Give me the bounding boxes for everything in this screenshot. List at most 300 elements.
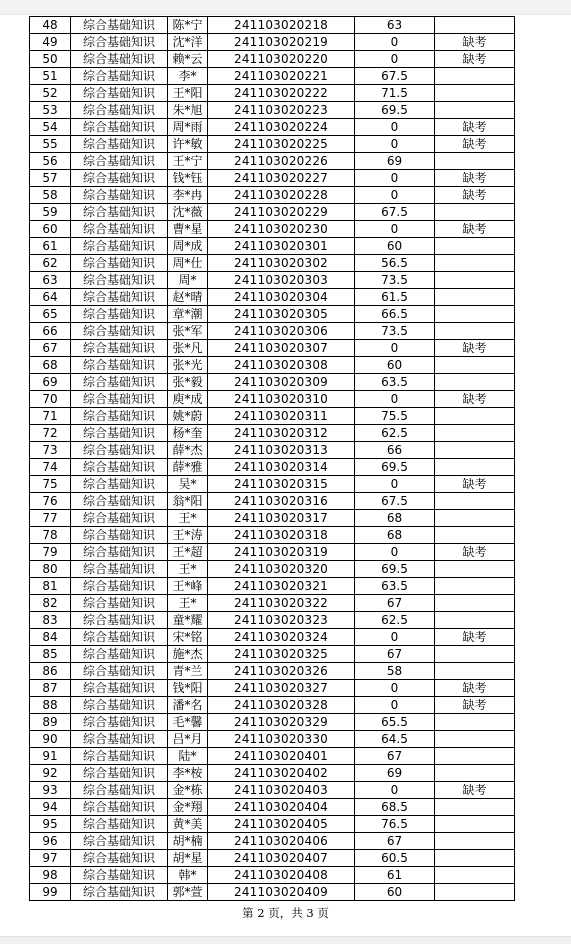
name-cell: 张*毅 (168, 374, 208, 391)
row-number-cell: 89 (30, 714, 71, 731)
score-cell: 67 (355, 646, 435, 663)
viewer-top-bar (0, 0, 571, 15)
row-number-cell: 57 (30, 170, 71, 187)
subject-cell: 综合基础知识 (71, 323, 168, 340)
name-cell: 施*杰 (168, 646, 208, 663)
table-row (30, 408, 515, 425)
name-cell: 王* (168, 561, 208, 578)
exam-id-cell: 241103020227 (208, 170, 355, 187)
table-row (30, 663, 515, 680)
exam-id-cell: 241103020324 (208, 629, 355, 646)
remark-cell: 缺考 (435, 476, 515, 493)
table-row (30, 136, 515, 153)
table-row (30, 391, 515, 408)
name-cell: 王*阳 (168, 85, 208, 102)
exam-id-cell: 241103020328 (208, 697, 355, 714)
name-cell: 朱*旭 (168, 102, 208, 119)
subject-cell: 综合基础知识 (71, 17, 168, 34)
exam-id-cell: 241103020407 (208, 850, 355, 867)
table-row (30, 884, 515, 901)
table-row (30, 85, 515, 102)
score-cell: 0 (355, 544, 435, 561)
name-cell: 毛*馨 (168, 714, 208, 731)
table-row (30, 799, 515, 816)
remark-cell: 缺考 (435, 34, 515, 51)
name-cell: 钱*钰 (168, 170, 208, 187)
score-cell: 68 (355, 510, 435, 527)
name-cell: 宋*铭 (168, 629, 208, 646)
row-number-cell: 96 (30, 833, 71, 850)
table-row (30, 833, 515, 850)
subject-cell: 综合基础知识 (71, 340, 168, 357)
score-cell: 76.5 (355, 816, 435, 833)
remark-cell (435, 153, 515, 170)
remark-cell: 缺考 (435, 391, 515, 408)
table-row (30, 680, 515, 697)
remark-cell (435, 85, 515, 102)
subject-cell: 综合基础知识 (71, 102, 168, 119)
table-row (30, 510, 515, 527)
score-cell: 0 (355, 680, 435, 697)
subject-cell: 综合基础知识 (71, 408, 168, 425)
name-cell: 杨*奎 (168, 425, 208, 442)
table-row (30, 323, 515, 340)
row-number-cell: 59 (30, 204, 71, 221)
name-cell: 金*翔 (168, 799, 208, 816)
score-cell: 75.5 (355, 408, 435, 425)
remark-cell (435, 663, 515, 680)
score-cell: 65.5 (355, 714, 435, 731)
exam-id-cell: 241103020317 (208, 510, 355, 527)
score-cell: 60.5 (355, 850, 435, 867)
score-cell: 67.5 (355, 204, 435, 221)
score-cell: 64.5 (355, 731, 435, 748)
table-row (30, 221, 515, 238)
exam-id-cell: 241103020403 (208, 782, 355, 799)
subject-cell: 综合基础知识 (71, 306, 168, 323)
subject-cell: 综合基础知识 (71, 629, 168, 646)
table-row (30, 493, 515, 510)
row-number-cell: 63 (30, 272, 71, 289)
row-number-cell: 61 (30, 238, 71, 255)
name-cell: 青*兰 (168, 663, 208, 680)
remark-cell: 缺考 (435, 221, 515, 238)
exam-id-cell: 241103020409 (208, 884, 355, 901)
row-number-cell: 85 (30, 646, 71, 663)
score-cell: 0 (355, 119, 435, 136)
subject-cell: 综合基础知识 (71, 697, 168, 714)
name-cell: 黄*美 (168, 816, 208, 833)
table-row (30, 34, 515, 51)
name-cell: 李* (168, 68, 208, 85)
table-row (30, 629, 515, 646)
score-cell: 69.5 (355, 561, 435, 578)
remark-cell (435, 748, 515, 765)
score-cell: 0 (355, 391, 435, 408)
row-number-cell: 84 (30, 629, 71, 646)
remark-cell (435, 765, 515, 782)
score-cell: 68 (355, 527, 435, 544)
name-cell: 姚*蔚 (168, 408, 208, 425)
subject-cell: 综合基础知识 (71, 476, 168, 493)
score-cell: 0 (355, 340, 435, 357)
score-cell: 69 (355, 153, 435, 170)
exam-id-cell: 241103020408 (208, 867, 355, 884)
exam-id-cell: 241103020222 (208, 85, 355, 102)
table-row (30, 442, 515, 459)
name-cell: 陆* (168, 748, 208, 765)
name-cell: 王*宁 (168, 153, 208, 170)
remark-cell (435, 306, 515, 323)
name-cell: 李*桉 (168, 765, 208, 782)
name-cell: 王* (168, 595, 208, 612)
exam-id-cell: 241103020321 (208, 578, 355, 595)
remark-cell: 缺考 (435, 782, 515, 799)
table-row (30, 544, 515, 561)
exam-id-cell: 241103020316 (208, 493, 355, 510)
score-cell: 61 (355, 867, 435, 884)
remark-cell (435, 561, 515, 578)
exam-id-cell: 241103020307 (208, 340, 355, 357)
score-cell: 63 (355, 17, 435, 34)
table-row (30, 527, 515, 544)
exam-id-cell: 241103020405 (208, 816, 355, 833)
exam-id-cell: 241103020323 (208, 612, 355, 629)
row-number-cell: 77 (30, 510, 71, 527)
subject-cell: 综合基础知识 (71, 510, 168, 527)
remark-cell (435, 799, 515, 816)
exam-id-cell: 241103020226 (208, 153, 355, 170)
remark-cell (435, 510, 515, 527)
subject-cell: 综合基础知识 (71, 714, 168, 731)
row-number-cell: 79 (30, 544, 71, 561)
name-cell: 韩* (168, 867, 208, 884)
subject-cell: 综合基础知识 (71, 748, 168, 765)
table-row (30, 850, 515, 867)
name-cell: 张*军 (168, 323, 208, 340)
row-number-cell: 69 (30, 374, 71, 391)
name-cell: 张*光 (168, 357, 208, 374)
score-cell: 67 (355, 595, 435, 612)
subject-cell: 综合基础知识 (71, 595, 168, 612)
name-cell: 薛*雅 (168, 459, 208, 476)
remark-cell: 缺考 (435, 119, 515, 136)
score-cell: 62.5 (355, 612, 435, 629)
score-cell: 67.5 (355, 493, 435, 510)
row-number-cell: 92 (30, 765, 71, 782)
name-cell: 胡*星 (168, 850, 208, 867)
table-row (30, 425, 515, 442)
table-row (30, 255, 515, 272)
remark-cell (435, 595, 515, 612)
row-number-cell: 67 (30, 340, 71, 357)
name-cell: 李*冉 (168, 187, 208, 204)
score-cell: 0 (355, 170, 435, 187)
exam-id-cell: 241103020404 (208, 799, 355, 816)
name-cell: 曹*星 (168, 221, 208, 238)
row-number-cell: 81 (30, 578, 71, 595)
table-row (30, 17, 515, 34)
exam-id-cell: 241103020329 (208, 714, 355, 731)
exam-id-cell: 241103020221 (208, 68, 355, 85)
remark-cell: 缺考 (435, 697, 515, 714)
subject-cell: 综合基础知识 (71, 51, 168, 68)
remark-cell (435, 493, 515, 510)
subject-cell: 综合基础知识 (71, 867, 168, 884)
row-number-cell: 52 (30, 85, 71, 102)
table-row (30, 765, 515, 782)
name-cell: 周*雨 (168, 119, 208, 136)
exam-id-cell: 241103020310 (208, 391, 355, 408)
subject-cell: 综合基础知识 (71, 782, 168, 799)
subject-cell: 综合基础知识 (71, 544, 168, 561)
subject-cell: 综合基础知识 (71, 663, 168, 680)
score-cell: 69.5 (355, 102, 435, 119)
name-cell: 许*敏 (168, 136, 208, 153)
remark-cell (435, 408, 515, 425)
score-table-body (30, 17, 515, 901)
row-number-cell: 68 (30, 357, 71, 374)
table-row (30, 51, 515, 68)
remark-cell (435, 578, 515, 595)
row-number-cell: 91 (30, 748, 71, 765)
score-cell: 60 (355, 884, 435, 901)
subject-cell: 综合基础知识 (71, 442, 168, 459)
row-number-cell: 98 (30, 867, 71, 884)
subject-cell: 综合基础知识 (71, 170, 168, 187)
row-number-cell: 94 (30, 799, 71, 816)
row-number-cell: 95 (30, 816, 71, 833)
score-cell: 71.5 (355, 85, 435, 102)
table-row (30, 153, 515, 170)
table-row (30, 459, 515, 476)
row-number-cell: 73 (30, 442, 71, 459)
name-cell: 周*成 (168, 238, 208, 255)
exam-id-cell: 241103020302 (208, 255, 355, 272)
score-cell: 63.5 (355, 578, 435, 595)
score-cell: 60 (355, 357, 435, 374)
remark-cell (435, 731, 515, 748)
name-cell: 翁*阳 (168, 493, 208, 510)
name-cell: 童*耀 (168, 612, 208, 629)
subject-cell: 综合基础知识 (71, 884, 168, 901)
remark-cell (435, 816, 515, 833)
subject-cell: 综合基础知识 (71, 391, 168, 408)
row-number-cell: 71 (30, 408, 71, 425)
subject-cell: 综合基础知识 (71, 425, 168, 442)
exam-id-cell: 241103020309 (208, 374, 355, 391)
exam-id-cell: 241103020219 (208, 34, 355, 51)
exam-id-cell: 241103020301 (208, 238, 355, 255)
name-cell: 郭*萱 (168, 884, 208, 901)
score-table (29, 16, 515, 901)
remark-cell: 缺考 (435, 51, 515, 68)
row-number-cell: 49 (30, 34, 71, 51)
row-number-cell: 53 (30, 102, 71, 119)
score-cell: 66.5 (355, 306, 435, 323)
exam-id-cell: 241103020306 (208, 323, 355, 340)
exam-id-cell: 241103020230 (208, 221, 355, 238)
subject-cell: 综合基础知识 (71, 680, 168, 697)
name-cell: 周*仕 (168, 255, 208, 272)
subject-cell: 综合基础知识 (71, 459, 168, 476)
score-cell: 73.5 (355, 323, 435, 340)
page-number-footer: 第 2 页，共 3 页 (242, 906, 329, 920)
row-number-cell: 51 (30, 68, 71, 85)
table-row (30, 68, 515, 85)
subject-cell: 综合基础知识 (71, 153, 168, 170)
name-cell: 潘*名 (168, 697, 208, 714)
score-cell: 67 (355, 833, 435, 850)
name-cell: 周* (168, 272, 208, 289)
table-row (30, 697, 515, 714)
table-row (30, 612, 515, 629)
exam-id-cell: 241103020303 (208, 272, 355, 289)
remark-cell (435, 459, 515, 476)
remark-cell (435, 612, 515, 629)
remark-cell (435, 204, 515, 221)
exam-id-cell: 241103020225 (208, 136, 355, 153)
row-number-cell: 62 (30, 255, 71, 272)
name-cell: 王* (168, 510, 208, 527)
table-row (30, 731, 515, 748)
subject-cell: 综合基础知识 (71, 374, 168, 391)
table-row (30, 595, 515, 612)
table-row (30, 782, 515, 799)
score-cell: 58 (355, 663, 435, 680)
row-number-cell: 82 (30, 595, 71, 612)
table-row (30, 374, 515, 391)
name-cell: 张*凡 (168, 340, 208, 357)
subject-cell: 综合基础知识 (71, 68, 168, 85)
row-number-cell: 88 (30, 697, 71, 714)
score-cell: 67 (355, 748, 435, 765)
remark-cell (435, 833, 515, 850)
subject-cell: 综合基础知识 (71, 119, 168, 136)
score-cell: 63.5 (355, 374, 435, 391)
name-cell: 章*潮 (168, 306, 208, 323)
name-cell: 王*峰 (168, 578, 208, 595)
remark-cell (435, 884, 515, 901)
table-row (30, 714, 515, 731)
exam-id-cell: 241103020319 (208, 544, 355, 561)
row-number-cell: 93 (30, 782, 71, 799)
exam-id-cell: 241103020327 (208, 680, 355, 697)
remark-cell (435, 714, 515, 731)
score-cell: 68.5 (355, 799, 435, 816)
row-number-cell: 65 (30, 306, 71, 323)
table-row (30, 816, 515, 833)
score-cell: 0 (355, 629, 435, 646)
exam-id-cell: 241103020312 (208, 425, 355, 442)
subject-cell: 综合基础知识 (71, 34, 168, 51)
subject-cell: 综合基础知识 (71, 731, 168, 748)
subject-cell: 综合基础知识 (71, 357, 168, 374)
exam-id-cell: 241103020308 (208, 357, 355, 374)
name-cell: 庾*成 (168, 391, 208, 408)
table-row (30, 102, 515, 119)
remark-cell: 缺考 (435, 680, 515, 697)
exam-id-cell: 241103020228 (208, 187, 355, 204)
exam-id-cell: 241103020322 (208, 595, 355, 612)
subject-cell: 综合基础知识 (71, 493, 168, 510)
name-cell: 吕*月 (168, 731, 208, 748)
subject-cell: 综合基础知识 (71, 204, 168, 221)
name-cell: 陈*宁 (168, 17, 208, 34)
subject-cell: 综合基础知识 (71, 850, 168, 867)
table-row (30, 340, 515, 357)
score-cell: 60 (355, 238, 435, 255)
remark-cell (435, 17, 515, 34)
exam-id-cell: 241103020314 (208, 459, 355, 476)
row-number-cell: 60 (30, 221, 71, 238)
subject-cell: 综合基础知识 (71, 238, 168, 255)
subject-cell: 综合基础知识 (71, 221, 168, 238)
remark-cell: 缺考 (435, 170, 515, 187)
score-cell: 73.5 (355, 272, 435, 289)
remark-cell (435, 374, 515, 391)
score-cell: 0 (355, 187, 435, 204)
row-number-cell: 83 (30, 612, 71, 629)
row-number-cell: 87 (30, 680, 71, 697)
remark-cell (435, 289, 515, 306)
table-row (30, 578, 515, 595)
exam-id-cell: 241103020229 (208, 204, 355, 221)
table-row (30, 306, 515, 323)
score-cell: 61.5 (355, 289, 435, 306)
row-number-cell: 55 (30, 136, 71, 153)
row-number-cell: 90 (30, 731, 71, 748)
exam-id-cell: 241103020320 (208, 561, 355, 578)
exam-id-cell: 241103020330 (208, 731, 355, 748)
score-cell: 56.5 (355, 255, 435, 272)
score-cell: 0 (355, 476, 435, 493)
score-cell: 0 (355, 51, 435, 68)
table-row (30, 204, 515, 221)
remark-cell (435, 272, 515, 289)
table-row (30, 476, 515, 493)
score-cell: 66 (355, 442, 435, 459)
remark-cell: 缺考 (435, 629, 515, 646)
row-number-cell: 58 (30, 187, 71, 204)
remark-cell (435, 357, 515, 374)
row-number-cell: 75 (30, 476, 71, 493)
table-row (30, 119, 515, 136)
exam-id-cell: 241103020223 (208, 102, 355, 119)
subject-cell: 综合基础知识 (71, 527, 168, 544)
remark-cell (435, 323, 515, 340)
score-cell: 67.5 (355, 68, 435, 85)
name-cell: 沈*洋 (168, 34, 208, 51)
exam-id-cell: 241103020218 (208, 17, 355, 34)
row-number-cell: 78 (30, 527, 71, 544)
subject-cell: 综合基础知识 (71, 612, 168, 629)
score-cell: 62.5 (355, 425, 435, 442)
remark-cell (435, 68, 515, 85)
name-cell: 薛*杰 (168, 442, 208, 459)
remark-cell: 缺考 (435, 187, 515, 204)
subject-cell: 综合基础知识 (71, 136, 168, 153)
row-number-cell: 80 (30, 561, 71, 578)
table-row (30, 187, 515, 204)
row-number-cell: 54 (30, 119, 71, 136)
score-cell: 69 (355, 765, 435, 782)
row-number-cell: 76 (30, 493, 71, 510)
exam-id-cell: 241103020406 (208, 833, 355, 850)
score-cell: 0 (355, 34, 435, 51)
table-row (30, 357, 515, 374)
exam-id-cell: 241103020305 (208, 306, 355, 323)
